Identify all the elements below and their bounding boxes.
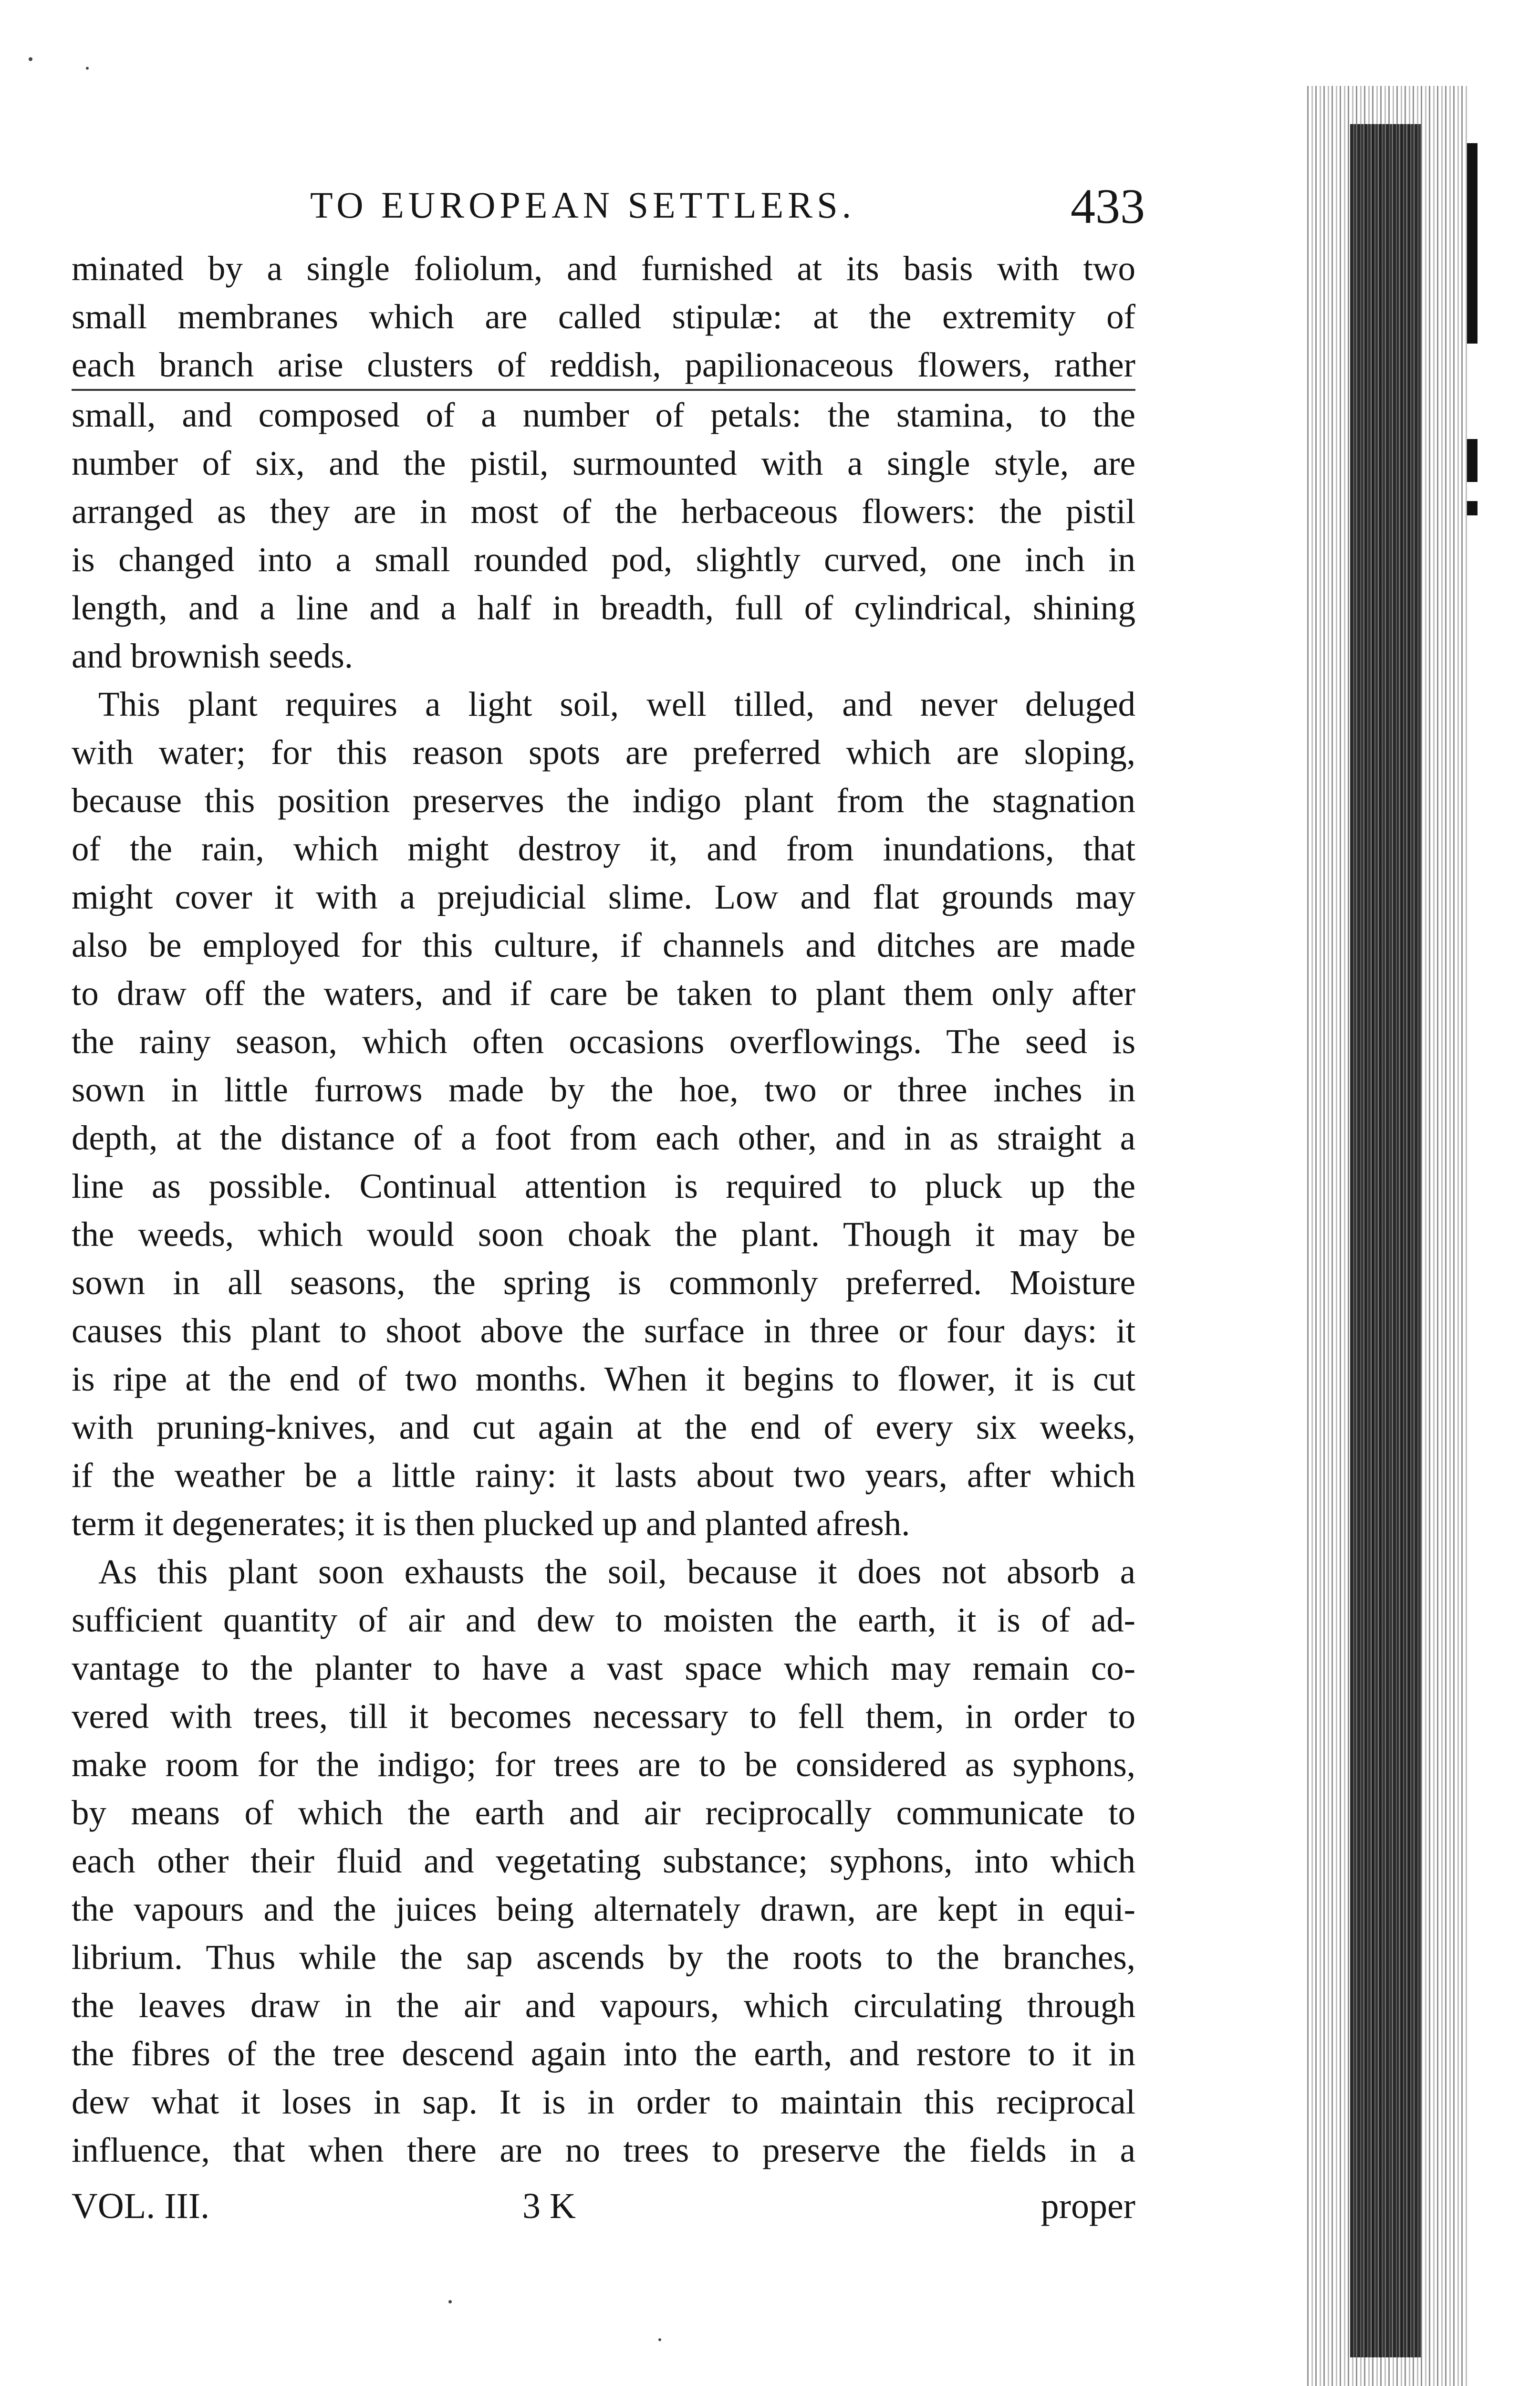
text-line: vered with trees, till it becomes necessary to fell them, in order to: [72, 1697, 1135, 1736]
text-line: depth, at the distance of a foot from each other, and in as straight a: [72, 1119, 1135, 1157]
text-line: small membranes which are called stipulæ: at the extremity of: [72, 297, 1135, 336]
volume-label: VOL. III.: [72, 2186, 210, 2226]
text-line: the vapours and the juices being alternately drawn, are kept in equi-: [72, 1890, 1135, 1928]
text-line: if the weather be a little rainy: it lasts about two years, after which: [72, 1456, 1135, 1495]
edge-mark: [1467, 501, 1478, 515]
printer-signature: 3 K: [522, 2186, 576, 2226]
text-line: influence, that when there are no trees to preserve the fields in a: [72, 2131, 1135, 2169]
text-line: the weeds, which would soon choak the plant. Though it may be: [72, 1215, 1135, 1254]
text-line: because this position preserves the indigo plant from the stagnation: [72, 781, 1135, 820]
paper-speck: [86, 67, 89, 70]
text-line: make room for the indigo; for trees are to be considered as syphons,: [72, 1745, 1135, 1784]
text-line-underlined: each branch arise clusters of reddish, papilionaceous flowers, rather: [72, 341, 1135, 391]
text-line: to draw off the waters, and if care be taken to plant them only after: [72, 974, 1135, 1013]
text-line: is changed into a small rounded pod, slightly curved, one inch in: [72, 540, 1135, 579]
paragraph-end-line: term it degenerates; it is then plucked up and planted afresh.: [72, 1504, 910, 1543]
paper-speck: [658, 2338, 661, 2341]
edge-mark: [1467, 143, 1478, 344]
binding-edge: [1350, 124, 1422, 2357]
running-head: TO EUROPEAN SETTLERS.: [310, 184, 856, 226]
text-line: dew what it loses in sap. It is in order to maintain this reciprocal: [72, 2083, 1135, 2121]
text-line: line as possible. Continual attention is required to pluck up the: [72, 1167, 1135, 1205]
body-text: [72, 244, 1135, 2174]
text-line: sown in little furrows made by the hoe, two or three inches in: [72, 1070, 1135, 1109]
text-line: the rainy season, which often occasions overflowings. The seed is: [72, 1022, 1135, 1061]
paragraph-end-line: and brownish seeds.: [72, 637, 353, 675]
text-line: the fibres of the tree descend again into the earth, and restore to it in: [72, 2034, 1135, 2073]
text-line: of the rain, which might destroy it, and from inundations, that: [72, 829, 1135, 868]
paper-speck: [448, 2300, 452, 2303]
page-number: 433: [1071, 179, 1145, 234]
text-line: with water; for this reason spots are preferred which are sloping,: [72, 733, 1135, 772]
text-line: is ripe at the end of two months. When it begins to flower, it is cut: [72, 1360, 1135, 1398]
paragraph-start-line: As this plant soon exhausts the soil, because it does not absorb a: [98, 1552, 1135, 1591]
text-line: might cover it with a prejudicial slime. Low and flat grounds may: [72, 878, 1135, 916]
text-line: also be employed for this culture, if channels and ditches are made: [72, 926, 1135, 964]
text-line: length, and a line and a half in breadth, full of cylindrical, shining: [72, 588, 1135, 627]
text-line: the leaves draw in the air and vapours, which circulating through: [72, 1986, 1135, 2025]
text-line: minated by a single foliolum, and furnished at its basis with two: [72, 249, 1135, 288]
text-line: vantage to the planter to have a vast space which may remain co-: [72, 1649, 1135, 1687]
page-footer: [72, 2186, 1135, 2238]
text-line: causes this plant to shoot above the surface in three or four days: it: [72, 1311, 1135, 1350]
text-line: librium. Thus while the sap ascends by the roots to the branches,: [72, 1938, 1135, 1977]
catchword: proper: [1041, 2186, 1135, 2226]
edge-mark: [1467, 439, 1478, 482]
text-line: small, and composed of a number of petals: the stamina, to the: [72, 396, 1135, 434]
text-line: number of six, and the pistil, surmounted with a single style, are: [72, 444, 1135, 482]
text-line: sufficient quantity of air and dew to moisten the earth, it is of ad-: [72, 1601, 1135, 1639]
paragraph-start-line: This plant requires a light soil, well tilled, and never deluged: [98, 685, 1135, 723]
text-line: by means of which the earth and air reciprocally communicate to: [72, 1793, 1135, 1832]
running-header: [310, 179, 1145, 246]
text-line: arranged as they are in most of the herbaceous flowers: the pistil: [72, 492, 1135, 531]
text-line: sown in all seasons, the spring is commonly preferred. Moisture: [72, 1263, 1135, 1302]
paper-speck: [29, 57, 32, 61]
text-line: each other their fluid and vegetating substance; syphons, into which: [72, 1842, 1135, 1880]
text-line: with pruning-knives, and cut again at the end of every six weeks,: [72, 1408, 1135, 1446]
